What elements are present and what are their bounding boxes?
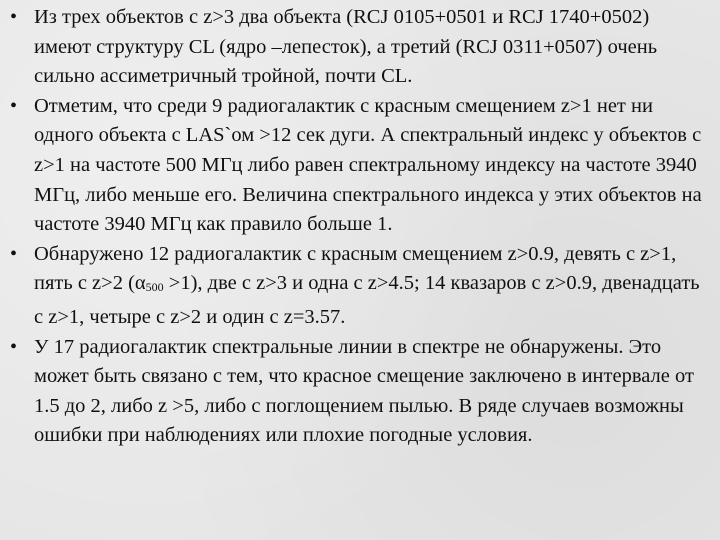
bullet-marker: • bbox=[10, 242, 18, 265]
bullet-item-3 bbox=[8, 240, 708, 333]
bullet-text-3-before: Обнаружено 12 радиогалактик с красным смещением z>0.9, девять с z>1, пять с z>2 ( bbox=[34, 242, 677, 295]
bullet-item-4 bbox=[8, 333, 708, 451]
bullet-list bbox=[8, 3, 708, 451]
bullet-marker: • bbox=[10, 6, 18, 28]
bullet-marker: • bbox=[10, 94, 18, 117]
alpha-subscript: 500 bbox=[145, 280, 164, 295]
bullet-text-2: Отметим, что среди 9 радиогалактик с красным смещением z>1 нет ни одного объекта с LAS`ом >12 сек дуги. А спектральный индекс у объектов с z>1 на частоте 500 МГц либо равен спектральному индексу на частоте 3940 МГц, либо меньше его. Величина спектрального индекса у этих объектов на частоте 3940 МГц как правило больше 1. bbox=[34, 94, 702, 236]
bullet-marker: • bbox=[10, 335, 18, 358]
bullet-text-3-after: >1), две с z>3 и одна с z>4.5; 14 квазаров с z>0.9, двенадцать с z>1, четыре с z>2 и один с z=3.57. bbox=[34, 272, 700, 328]
bullet-text-1: Из трех объектов с z>3 два объекта (RCJ 0105+0501 и RCJ 1740+0502) имеют структуру CL (ядро –лепесток), а третий (RCJ 0311+0507) очень сильно ассиметричный тройной, почти CL. bbox=[34, 6, 658, 88]
bullet-text-4: У 17 радиогалактик спектральные линии в спектре не обнаружены. Это может быть связано с тем, что красное смещение заключено в интервале от 1.5 до 2, либо z >5, либо с поглощением пылью. В ряде случаев возможны ошибки при наблюдениях или плохие погодные условия. bbox=[34, 335, 694, 447]
alpha-symbol: α bbox=[134, 272, 146, 295]
bullet-item-2 bbox=[8, 92, 708, 240]
bullet-item-1 bbox=[8, 3, 708, 92]
